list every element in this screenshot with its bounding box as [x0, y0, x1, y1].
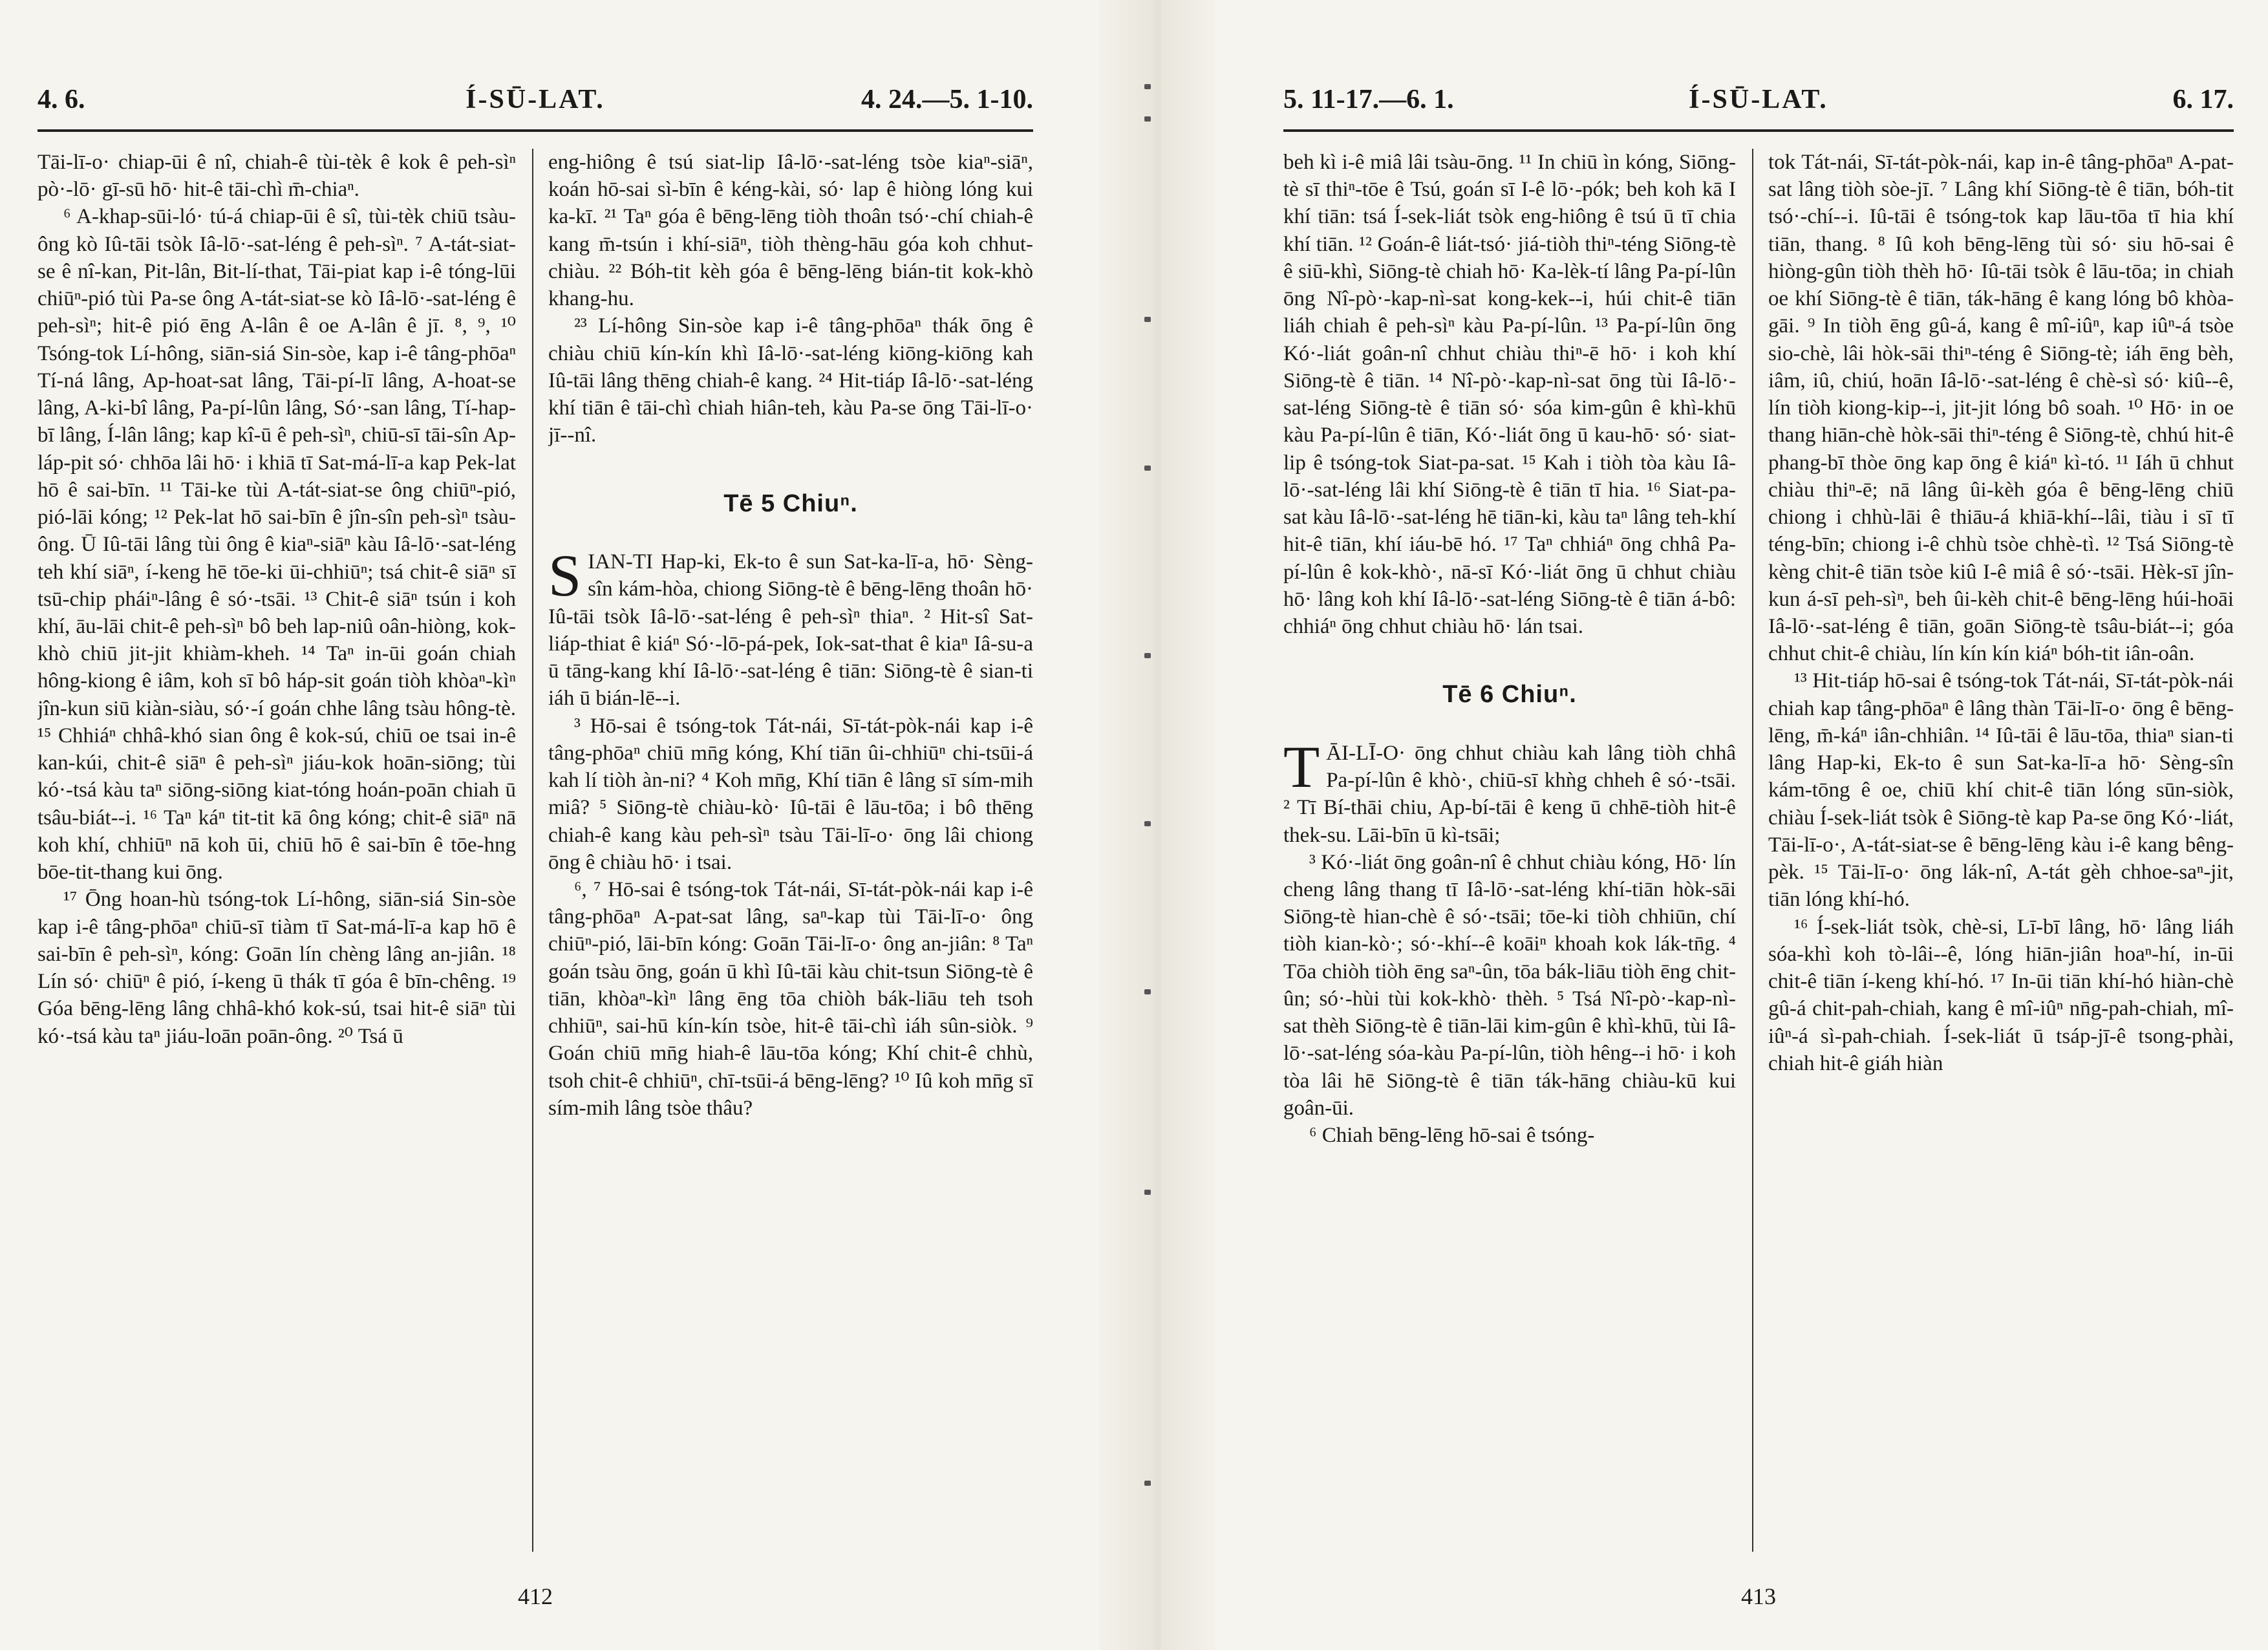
paragraph	[1283, 733, 1736, 849]
text-columns	[37, 149, 1033, 1552]
text-column-2	[548, 149, 1033, 1552]
book-gutter	[1099, 0, 1215, 1650]
paragraph: beh kì i-ê miâ lâi tsàu-ōng. ¹¹ In chiū ìn kóng, Siōng-tè sī thiⁿ-tōe ê Tsú, goán sī I-ê lō·-pók; beh koh kā I khí tiān: tsá Í-sek-liát tsòk eng-hiông ê tsú ū tī chia khí tiān. ¹² Goán-ê liát-tsó· jiá-tiòh thiⁿ-téng Siōng-tè ê siū-khì, Siōng-tè chiah hō· Ka-lèk-tí lâng Pa-pí-lûn ōng Nî-pò·-kap-nì-sat kong-kek--i, húi chit-ê tiān liáh chiah ê peh-sìⁿ kàu Pa-pí-lûn. ¹³ Pa-pí-lûn ōng Kó·-liát goân-nî chhut chiàu thiⁿ-ē hō· i koh khí Siōng-tè ê tiān. ¹⁴ Nî-pò·-kap-nì-sat ōng tùi Iâ-lō·-sat-léng Siōng-tè ê tiān só· sóa kim-gûn ê khì-khū kàu Pa-pí-lûn ê tiān, Kó·-liát ōng ū kau-hō· só· siat-lip ê tsóng-tok Siat-pa-sat. ¹⁵ Kah i tiòh tòa kàu Iâ-lō·-sat-léng lâi khí Siōng-tè ê tiān tī hia. ¹⁶ Siat-pa-sat kàu Iâ-lō·-sat-léng hē tiān-ki, kàu taⁿ lâng teh-khí hit-ê tiān, khí iáu-bē hó. ¹⁷ Taⁿ chhiáⁿ ōng chhâ Pa-pí-lûn ê kok-khò·, nā-sī Kó·-liát ōng ū chhut chiàu hō· lâng koh khí Iâ-lō·-sat-léng Siōng-tè ê tiān á-bô: chhiáⁿ ōng chhut chiàu hō· lán tsai.	[1283, 151, 1736, 638]
header-verse-end: 6. 17.	[2172, 85, 2234, 114]
page-header	[1283, 71, 2234, 132]
page-number: 412	[518, 1583, 553, 1609]
paragraph: ³ Hō-sai ê tsóng-tok Tát-nái, Sī-tát-pòk-nái kap i-ê tâng-phōaⁿ chiū mn̄g kóng, Khí tiān ûi-chhiūⁿ chi-tsūi-á kah lí tiòh àn-ni? ⁴ Koh mn̄g, Khí tiān ê lâng sī sím-mih miâ? ⁵ Siōng-tè chiàu-kò· Iû-tāi ê lāu-tōa; i bô thēng chiah-ê kang kàu peh-sìⁿ tsàu Tāi-lī-o· ōng lâi chiong ōng ê chiàu hō· i tsai.	[548, 714, 1033, 874]
paragraph: tok Tát-nái, Sī-tát-pòk-nái, kap in-ê tâng-phōaⁿ A-pat-sat lâng tiòh sòe-jī. ⁷ Lâng khí Siōng-tè ê tiān, bóh-tit tsó·-chí--i. Iû-tāi ê tsóng-tok kap lāu-tōa tī hia khí tiān, thang. ⁸ Iû koh bēng-lēng tùi só· siu hō-sai ê hiòng-gûn tiòh thèh hō· Iû-tāi tsòk ê lāu-tōa; in chiah oe khí Siōng-tè ê tiān, ták-hāng ê kang lóng bô khòa-gāi. ⁹ In tiòh ēng gû-á, kang ê mî-iûⁿ, kap iûⁿ-á tsòe sio-chè, lâi hòk-sāi thiⁿ-téng ê Siōng-tè; iáh ēng bèh, iâm, iû, chiú, hoān Iâ-lō·-sat-léng ê chè-sì só· kiû--ê, lín tiòh kiong-kip--i, jit-jit lóng bô soah. ¹⁰ Hō· in oe thang hiān-chè hòk-sāi thiⁿ-téng ê Siōng-tè, chhú hit-ê phang-bī thòe ōng kap ōng ê kiáⁿ kì-tó. ¹¹ Iáh ū chhut chiàu thiⁿ-ē; nā lâng ûi-kèh góa ê bēng-lēng chiū chiong i chhù-lāi ê thiāu-á khiā-khí--lâi, tiàu i sī tī téng-bīn; chiong i-ê chhù tsòe chhè-tì. ¹² Tsá Siōng-tè kèng chit-ê tiān tsòe kiû I-ê miâ ê só·-tsāi. Hèk-sī jîn-kun á-sī peh-sìⁿ, beh ûi-kèh chit-ê bēng-lēng húi-hoāi Iâ-lō·-sat-léng ê tiān, goān Siōng-tè tsâu-biát--i; góa chhut chit-ê chiàu, lín kín kín kiáⁿ bóh-tit iân-oân.	[1768, 151, 2234, 666]
paragraph-text: ĀI-LĪ-O· ōng chhut chiàu kah lâng tiòh chhâ Pa-pí-lûn ê khò·, chiū-sī khǹg chheh ê só·-tsāi. ² Tī Bí-thāi chiu, Ap-bí-tāi ê keng ū chhē-tiòh hit-ê thek-su. Lāi-bīn ū kì-tsāi;	[1283, 741, 1736, 847]
paragraph: eng-hiông ê tsú siat-lip Iâ-lō·-sat-léng tsòe kiaⁿ-siāⁿ, koán hō-sai sì-bīn ê kéng-kài, só· lap ê hiòng lóng kui ka-kī. ²¹ Taⁿ góa ê bēng-lēng tiòh thoân tsó·-chí chiah-ê kang m̄-tsún i khí-siāⁿ, tiòh thèng-hāu góa koh chhut-chiàu. ²² Bóh-tit kèh góa ê bēng-lēng bián-tit kok-khò khang-hu.	[548, 151, 1033, 311]
drop-cap: T	[1283, 733, 1320, 800]
page-number: 413	[1741, 1583, 1776, 1609]
column-rule	[532, 149, 533, 1552]
paragraph: Tāi-lī-o· chiap-ūi ê nî, chiah-ê tùi-tèk ê kok ê peh-sìⁿ pò·-lō· gī-sū hō· hit-ê tāi-chì m̄-chiaⁿ.	[37, 151, 516, 202]
paragraph: ¹⁶ Í-sek-liát tsòk, chè-si, Lī-bī lâng, hō· lâng liáh sóa-khì koh tò-lâi--ê, lóng hiān-jiân hoaⁿ-hí, in-ūi chit-ê tiān í-keng khí-hó. ¹⁷ In-ūi tiān khí-hó hiàn-chè gû-á chit-pah-chiah, kang ê mî-iûⁿ nn̄g-pah-chiah, mî-iûⁿ-á sì-pah-chiah. Í-sek-liát ū tsáp-jī-ê tsong-phài, chiah hit-ê giáh hiàn	[1768, 915, 2234, 1075]
paragraph: ¹³ Hit-tiáp hō-sai ê tsóng-tok Tát-nái, Sī-tát-pòk-nái chiah kap tâng-phōaⁿ ê lâng thàn Tāi-lī-o· ōng ê bēng-lēng, m̄-káⁿ iân-chhiân. ¹⁴ Iû-tāi ê lāu-tōa, thiaⁿ sian-ti lâng Hap-ki, Ek-to ê sun Sat-ka-lī-a hō· Sèng-sîn kám-tōng ê oe, chiū khí chit-ê tiān lóng sūn-siòk, chiàu Í-sek-liát tsòk ê Siōng-tè kap Pa-se ōng Kó·-liát, Tāi-lī-o·, A-tát-siat-se ê bēng-lēng kàu i-ê kang bêng-pèk. ¹⁵ Tāi-lī-o· ōng lák-nî, A-tát gèh chhoe-saⁿ-jit, tiān lóng khí-hó.	[1768, 669, 2234, 912]
page-header	[37, 71, 1033, 132]
text-column-1	[37, 149, 516, 1552]
header-verse-range: 5. 11-17.—6. 1.	[1283, 85, 1454, 114]
paragraph	[548, 542, 1033, 712]
paragraph: ¹⁷ Ōng hoan-hù tsóng-tok Lí-hông, siān-siá Sin-sòe kap i-ê tâng-phōaⁿ chiū-sī tiàm tī Sat-má-lī-a kap hō ê sai-bīn ê peh-sìⁿ, kóng: Goān lín chèng lâng an-jiân. ¹⁸ Lín só· chiūⁿ ê pió, í-keng ū thák tī góa ê bīn-chêng. ¹⁹ Góa bēng-lēng lâng chhâ-khó kok-sú, tsai hit-ê siāⁿ tùi kó·-tsá kàu taⁿ jiáu-loān poān-ông. ²⁰ Tsá ū	[37, 888, 516, 1048]
header-verse-start: 4. 6.	[37, 85, 85, 114]
left-page	[37, 71, 1033, 1610]
paragraph: ³ Kó·-liát ōng goân-nî ê chhut chiàu kóng, Hō· lín cheng lâng thang tī Iâ-lō·-sat-léng khí-tiān hòk-sāi Siōng-tè hian-chè ê só·-tsāi; tōe-ki tiòh chhiūn, chí tiòh kian-kò·; só·-khí--ê koāiⁿ khoah kok lák-tn̄g. ⁴ Tōa chiòh tiòh ēng saⁿ-ûn, tōa bák-liāu tiòh ēng chit-ûn; só·-hùi tùi kok-khò· thèh. ⁵ Tsá Nî-pò·-kap-nì-sat thèh Siōng-tè ê tiān-lāi kim-gûn ê khì-khū, tùi Iâ-lō·-sat-léng sóa-kàu Pa-pí-lûn, tiòh hêng--i hō· i koh tòa lâi hē Siōng-tè ê tiān ták-hāng chiàu-kū kui goân-ūi.	[1283, 850, 1736, 1120]
right-page	[1283, 71, 2234, 1610]
paragraph: ⁶, ⁷ Hō-sai ê tsóng-tok Tát-nái, Sī-tát-pòk-nái kap i-ê tâng-phōaⁿ A-pat-sat lâng, saⁿ-kap tùi Tāi-lī-o· ông chiūⁿ-pió, lāi-bīn kóng: Goān Tāi-lī-o· ông an-jiân: ⁸ Taⁿ goán tsàu ōng, goán ū khì Iû-tāi kàu chit-tsun Siōng-tè ê tiān, khòaⁿ-kìⁿ lâng ēng tōa chiòh bák-liāu teh tsoh chhiūⁿ, sai-hū kín-kín tsòe, hit-ê tāi-chì iáh sûn-siòk. ⁹ Goán chiū mn̄g hiah-ê lāu-tōa kóng; Khí chit-ê chhù, tsoh chit-ê chhiūⁿ, chī-tsūi-á bēng-lēng? ¹⁰ Iû koh mn̄g sī sím-mih lâng tsòe thâu?	[548, 878, 1033, 1120]
paragraph: ²³ Lí-hông Sin-sòe kap i-ê tâng-phōaⁿ thák ōng ê chiàu chiū kín-kín khì Iâ-lō·-sat-léng kiōng-kiōng kah Iû-tāi lâng thēng chiah-ê kang. ²⁴ Hit-tiáp Iâ-lō·-sat-léng khí tiān ê tāi-chì chiah hiân-teh, kàu Pa-se ōng Tāi-lī-o· jī--nî.	[548, 314, 1033, 447]
chapter-heading: Tē 6 Chiuⁿ.	[1442, 681, 1577, 709]
text-column-2	[1768, 149, 2234, 1552]
paragraph-text: IAN-TI Hap-ki, Ek-to ê sun Sat-ka-lī-a, hō· Sèng-sîn kám-hòa, chiong Siōng-tè ê bēng-lēng thoân hō· Iû-tāi tsòk Iâ-lō·-sat-léng ê peh-sìⁿ thiaⁿ. ² Hit-sî Sat-liáp-thiat ê kiáⁿ Só·-lō-pá-pek, Iok-sat-that ê kiaⁿ Iâ-su-a ū tāng-kang khí Iâ-lō·-sat-léng ê tiān: Siōng-tè ê sian-ti iáh ū bián-lē--i.	[548, 550, 1033, 711]
header-verse-range: 4. 24.—5. 1-10.	[861, 85, 1033, 114]
text-column-1	[1283, 149, 1736, 1552]
header-book-title: Í-SŪ-LAT.	[465, 85, 605, 114]
header-book-title: Í-SŪ-LAT.	[1689, 85, 1828, 114]
paragraph: ⁶ Chiah bēng-lēng hō-sai ê tsóng-	[1309, 1124, 1595, 1148]
drop-cap: S	[548, 542, 582, 609]
chapter-heading: Tē 5 Chiuⁿ.	[723, 489, 858, 517]
column-rule	[1752, 149, 1753, 1552]
text-columns	[1283, 149, 2234, 1552]
paragraph: ⁶ A-khap-sūi-ló· tú-á chiap-ūi ê sî, tùi-tèk chiū tsàu-ông kò Iû-tāi tsòk Iâ-lō·-sat-léng ê peh-sìⁿ. ⁷ A-tát-siat-se ê nî-kan, Pit-lân, Bit-lí-that, Tāi-piat kap i-ê tóng-lūi chiūⁿ-pió tùi Pa-se ông A-tát-siat-se kò Iâ-lō·-sat-léng ê peh-sìⁿ; hit-ê pió ēng A-lân ê oe A-lân ê jī. ⁸, ⁹, ¹⁰ Tsóng-tok Lí-hông, siān-siá Sin-sòe, kap i-ê tâng-phōaⁿ Tí-ná lâng, Ap-hoat-sat lâng, Tāi-pí-lī lâng, A-hoat-se lâng, A-ki-bî lâng, Pa-pí-lûn lâng, Só·-san lâng, Tí-hap-bī lâng, Í-lân lâng; kap kî-ū ê peh-sìⁿ, chiū-sī tāi-sîn Ap-láp-pit só· chhōa lâi hō· i khiā tī Sat-má-lī-a kap Pek-lat hō ê sai-bīn. ¹¹ Tāi-ke tùi A-tát-siat-se ông chiūⁿ-pió, pió-lāi kóng; ¹² Pek-lat hō sai-bīn ê jîn-sîn peh-sìⁿ tsàu-ông. Ū Iû-tāi lâng tùi ông ê kiaⁿ-siāⁿ kàu Iâ-lō·-sat-léng teh khí siāⁿ, í-keng hē tōe-ki ūi-chhiūⁿ; tsá chit-ê siāⁿ sī tsū-chip pháiⁿ-lâng ê só·-tsāi. ¹³ Chit-ê siāⁿ tsún i koh khí, āu-lāi chit-ê peh-sìⁿ bô beh lap-niû oân-hiòng, kok-khò chiū jit-jit khiàm-kheh. ¹⁴ Taⁿ in-ūi goán chiah hông-kiong ê iâm, koh sī bô háp-sit goán tiòh khòaⁿ-kìⁿ jîn-kun siū kiàn-siàu, só·-í goán chhe lâng tsàu hông-tè. ¹⁵ Chhiáⁿ chhâ-khó sian ông ê kok-sú, chiū oe tsai in-ê kan-kúi, chit-ê siāⁿ ê peh-sìⁿ jiáu-kok hoān-siōng; tùi kó·-tsá kàu taⁿ siōng-siōng kiat-tóng hoán-poān chiah ū tsâu-biát--i. ¹⁶ Taⁿ káⁿ tit-tit kā ông kóng; chit-ê siāⁿ nā koh khí, chhiūⁿ nā koh ūi, chiū hō ê sai-bīn ê tōe-hng bōe-tit-thang kui ōng.	[37, 205, 516, 884]
